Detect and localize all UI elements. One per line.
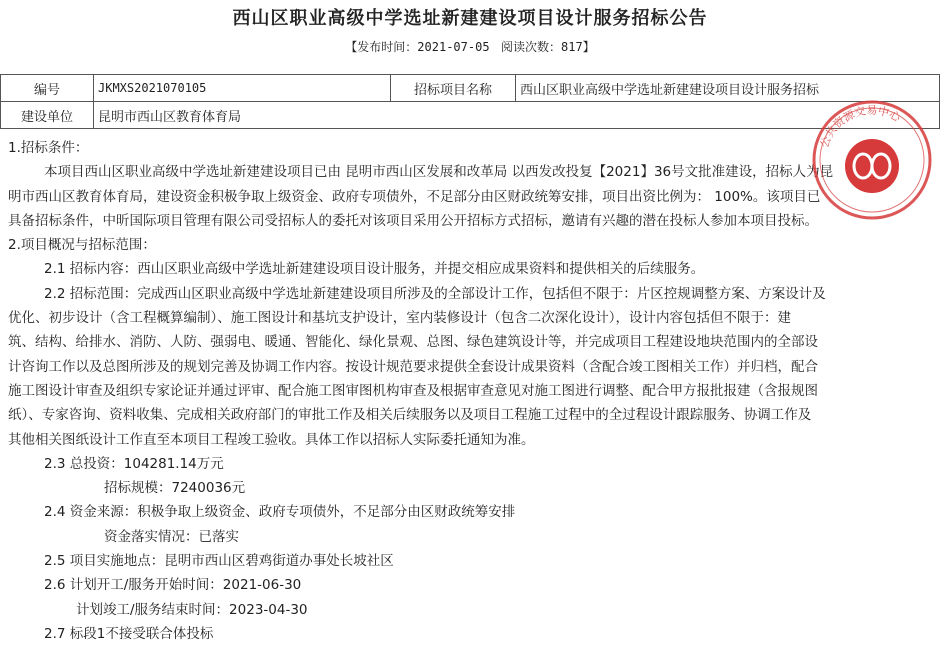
meta-close: 】 xyxy=(582,40,595,54)
views-label: 阅读次数： xyxy=(501,40,562,54)
section-2-6-end: 计划竣工/服务结束时间：2023-04-30 xyxy=(76,601,308,618)
official-seal-icon xyxy=(808,96,936,224)
unit-label: 建设单位 xyxy=(1,102,94,129)
svg-text:公共资源交易中心: 公共资源交易中心 xyxy=(817,103,903,150)
notice-body xyxy=(8,136,932,646)
table-row xyxy=(1,102,940,129)
table-row xyxy=(1,75,940,102)
info-table xyxy=(0,74,940,129)
publish-label: 【发布时间： xyxy=(345,40,418,54)
section-2-2-line: 计咨询工作以及总图所涉及的规划完善及协调工作内容。按设计规范要求提供全套设计成果资料（含配合竣工图相关工作）并归档，配合 xyxy=(8,358,818,375)
code-label: 编号 xyxy=(1,75,94,102)
code-value: JKMXS2021070105 xyxy=(94,75,391,102)
views-count: 817 xyxy=(561,40,583,54)
section-2-2-line: 优化、初步设计（含工程概算编制）、施工图设计和基坑支护设计，室内装修设计（包含二次深化设计），设计内容包括但不限于：建 xyxy=(8,310,791,327)
section-2-1: 2.1 招标内容：西山区职业高级中学选址新建建设项目设计服务，并提交相应成果资料和提供相关的后续服务。 xyxy=(44,261,705,278)
section-2-2-line: 施工图设计审查及组织专家论证并通过评审、配合施工图审图机构审查及根据审查意见对施工图进行调整、配合甲方报批报建（含报规图 xyxy=(8,382,818,399)
section-2-2-line: 2.2 招标范围：完成西山区职业高级中学选址新建建设项目所涉及的全部设计工作，包括但不限于：片区控规调整方案、方案设计及 xyxy=(44,285,826,302)
section-2-5: 2.5 项目实施地点：昆明市西山区碧鸡街道办事处长坡社区 xyxy=(44,553,394,570)
section-2-2-line: 其他相关图纸设计工作直至本项目工程竣工验收。具体工作以招标人实际委托通知为准。 xyxy=(8,431,535,448)
unit-value: 昆明市西山区教育体育局 xyxy=(94,102,940,129)
section-2-4: 2.4 资金来源：积极争取上级资金、政府专项债外，不足部分由区财政统筹安排 xyxy=(44,504,516,521)
publish-meta xyxy=(0,38,940,55)
section-2-6: 2.6 计划开工/服务开始时间：2021-06-30 xyxy=(44,577,302,594)
publish-time: 2021-07-05 xyxy=(417,40,490,54)
section-2-3-scale: 招标规模：7240036元 xyxy=(104,480,246,497)
section-2-title: 2.项目概况与招标范围： xyxy=(8,237,156,254)
section-2-7: 2.7 标段1不接受联合体投标 xyxy=(44,625,214,642)
section-2-3: 2.3 总投资：104281.14万元 xyxy=(44,455,224,472)
section-2-2-line: 筑、结构、给排水、消防、人防、强弱电、暖通、智能化、绿化景观、总图、绿色建筑设计等，并完成项目工程建设地块范围内的全部设 xyxy=(8,334,818,351)
page-title: 西山区职业高级中学选址新建建设项目设计服务招标公告 xyxy=(232,8,708,29)
section-1-line: 本项目西山区职业高级中学选址新建建设项目已由 昆明市西山区发展和改革局 以西发改投复【2021】36号文批准建设，招标人为昆 xyxy=(44,164,834,181)
project-value: 西山区职业高级中学选址新建建设项目设计服务招标 xyxy=(516,75,940,102)
section-1-title: 1.招标条件： xyxy=(8,140,89,156)
section-1-line: 具备招标条件，中昕国际项目管理有限公司受招标人的委托对该项目采用公开招标方式招标，邀请有兴趣的潜在投标人参加本项目投标。 xyxy=(8,212,818,229)
section-2-2-line: 纸）、专家咨询、资料收集、完成相关政府部门的审批工作及相关后续服务以及项目工程施工过程中的全过程设计跟踪服务、协调工作及 xyxy=(8,407,812,424)
project-label: 招标项目名称 xyxy=(391,75,516,102)
section-1-line: 明市西山区教育体育局，建设资金积极争取上级资金、政府专项债外，不足部分由区财政统筹安排，项目出资比例为： 100%。该项目已 xyxy=(8,188,821,205)
section-2-4-status: 资金落实情况：已落实 xyxy=(104,528,239,545)
